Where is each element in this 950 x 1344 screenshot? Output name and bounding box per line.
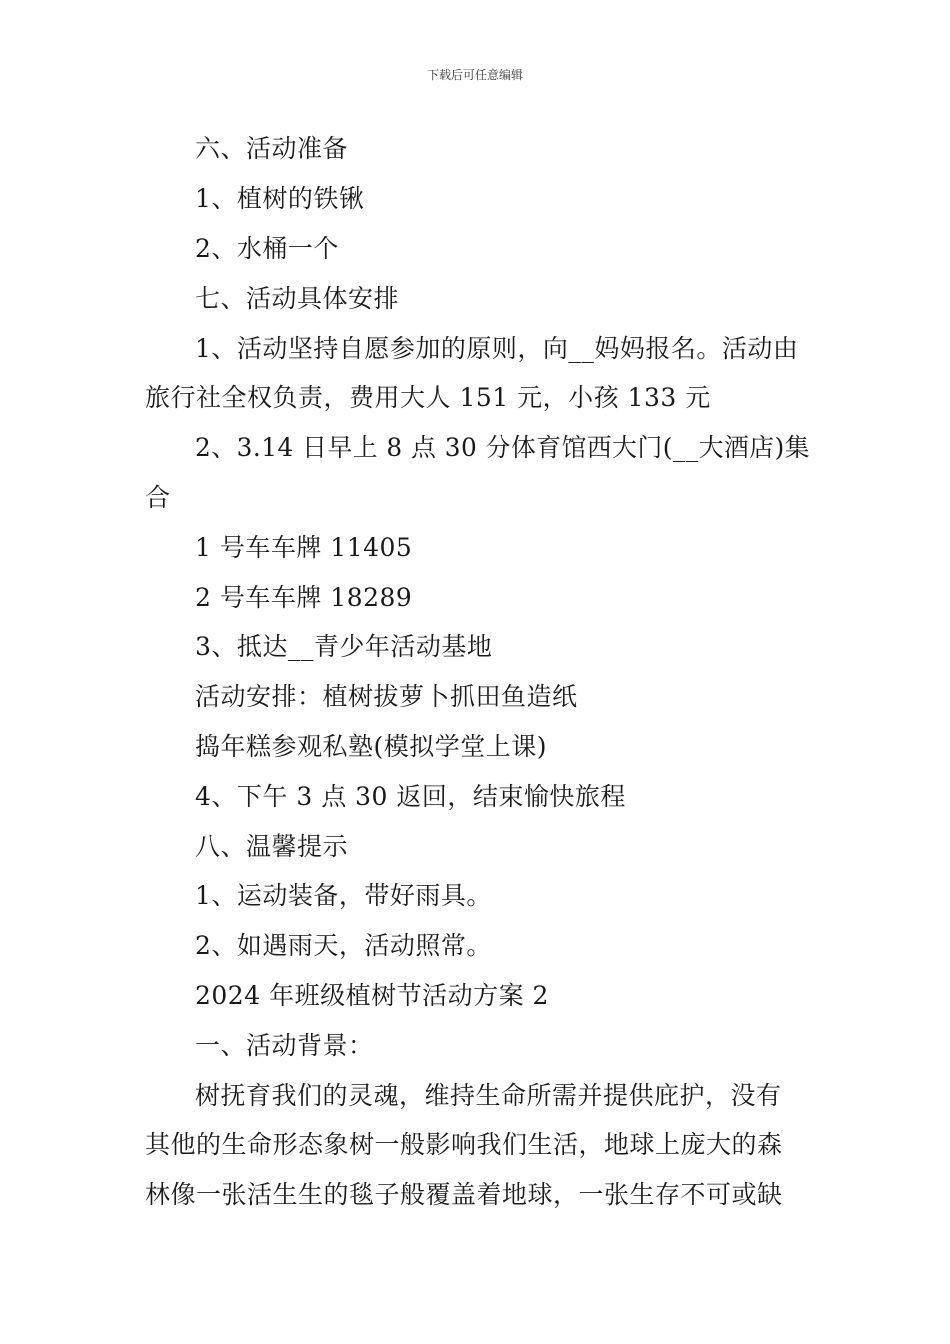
list-item: 3、抵达__青少年活动基地 xyxy=(195,632,493,661)
paragraph-line: 旅行社全权负责，费用大人 151 元，小孩 133 元 xyxy=(145,383,711,412)
section-heading-1: 一、活动背景： xyxy=(195,1031,374,1060)
page-header: 下载后可任意编辑 xyxy=(426,68,523,82)
list-item: 1 号车车牌 11405 xyxy=(195,533,413,562)
list-item: 2、如遇雨天，活动照常。 xyxy=(195,931,492,960)
paragraph-line: 其他的生命形态象树一般影响我们生活，地球上庞大的森 xyxy=(145,1130,783,1159)
list-item: 活动安排：植树拔萝卜抓田鱼造纸 xyxy=(195,682,578,711)
list-item: 1、植树的铁锹 xyxy=(195,184,365,213)
list-item: 4、下午 3 点 30 返回，结束愉快旅程 xyxy=(195,782,626,811)
paragraph-line: 合 xyxy=(145,483,171,512)
section-heading-7: 七、活动具体安排 xyxy=(195,284,400,313)
paragraph-line: 2、3.14 日早上 8 点 30 分体育馆西大门(__大酒店)集 xyxy=(195,433,811,462)
list-item: 2、水桶一个 xyxy=(195,234,339,263)
list-item: 1、运动装备，带好雨具。 xyxy=(195,881,492,910)
paragraph-line: 树抚育我们的灵魂，维持生命所需并提供庇护，没有 xyxy=(195,1081,782,1110)
list-item: 2 号车车牌 18289 xyxy=(195,583,413,612)
section-heading-6: 六、活动准备 xyxy=(195,134,349,163)
paragraph-line: 1、活动坚持自愿参加的原则，向__妈妈报名。活动由 xyxy=(195,334,799,363)
list-item: 捣年糕参观私塾(模拟学堂上课) xyxy=(195,732,548,761)
paragraph-line: 林像一张活生生的毯子般覆盖着地球，一张生存不可或缺 xyxy=(145,1180,783,1209)
document-subtitle: 2024 年班级植树节活动方案 2 xyxy=(195,981,549,1010)
section-heading-8: 八、温馨提示 xyxy=(195,832,349,861)
